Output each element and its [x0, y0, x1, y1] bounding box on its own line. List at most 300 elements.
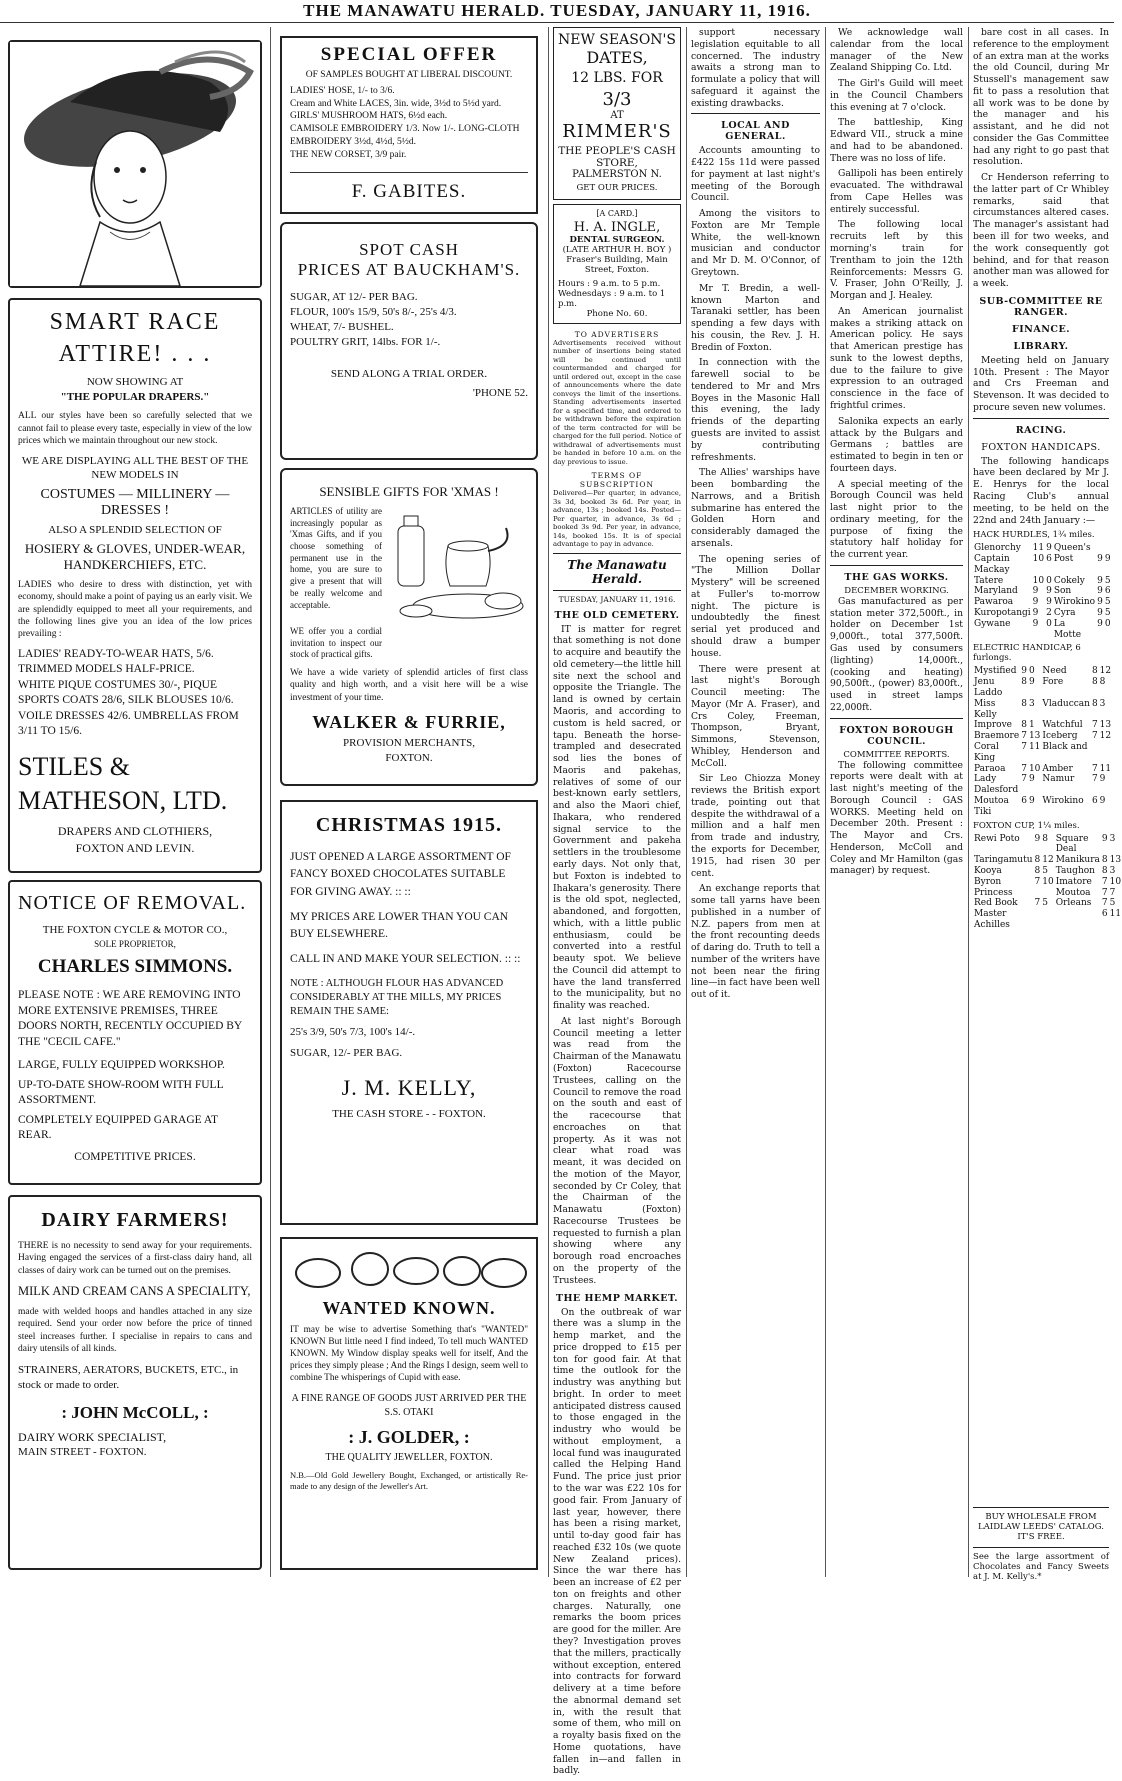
- handicaps-head: FOXTON HANDICAPS.: [981, 441, 1101, 453]
- handicap-row: [973, 608, 1112, 619]
- splendid-text: ALSO A SPLENDID SELECTION OF: [48, 524, 222, 537]
- spot-title2: PRICES AT BAUCKHAM'S.: [297, 260, 521, 279]
- local-item: Among the visitors to Foxton are Mr Temple White, the well-known musician and conductor and Mr D. M. O'Connor, of Greytown.: [691, 208, 820, 279]
- xmas-line: SUGAR, 12/- PER BAG.: [290, 1046, 403, 1059]
- handicap-cell: Jenu Laddo: [974, 677, 1003, 699]
- handicap-cell: 8: [1091, 677, 1098, 688]
- ingle-building: Fraser's Building, Main Street, Foxton.: [566, 255, 668, 275]
- handicap-row: [973, 909, 1122, 931]
- xmas-line: MY PRICES ARE LOWER THAN YOU CAN BUY ELSEWHERE.: [290, 910, 509, 940]
- handicap-cell: 7: [1021, 763, 1027, 774]
- handicap-row: [973, 619, 1112, 641]
- spot-item: POULTRY GRIT, 14lbs. FOR 1/-.: [290, 335, 441, 348]
- handicap-cell: 9: [1021, 666, 1027, 677]
- cup-head: FOXTON CUP, 1¼ miles.: [973, 820, 1080, 831]
- handicap-cell: 11: [1099, 763, 1112, 774]
- handicap-cell: 0: [1046, 575, 1052, 586]
- wanted-known-ad: [280, 1237, 538, 1570]
- handicap-row: [973, 834, 1122, 856]
- rimmer-line: AT: [610, 110, 624, 121]
- handicap-cell: Amber: [1042, 763, 1073, 774]
- special-sub: OF SAMPLES BOUGHT AT LIBERAL DISCOUNT.: [305, 70, 513, 80]
- local-item: The Girl's Guild will meet in the Council Chambers this evening at 7 o'clock.: [830, 78, 963, 113]
- handicap-cell: 8: [1091, 698, 1098, 709]
- sub-committee-head: SUB-COMMITTEE RE RANGER.: [979, 295, 1103, 318]
- handicap-cell: 6: [1046, 554, 1052, 565]
- handicap-cell: 9: [1032, 597, 1039, 608]
- handicap-cell: Vladuccan: [1042, 698, 1090, 709]
- column-rule: [968, 27, 969, 1577]
- handicap-row: [973, 898, 1122, 909]
- handicap-cell: Need: [1042, 666, 1067, 677]
- handicap-cell: 10: [1109, 876, 1122, 887]
- electric-head: ELECTRIC HANDICAP, 6 furlongs.: [973, 643, 1081, 664]
- local-item: There were present at last night's Borough Council meeting: The Mayor (Mr A. Fraser), and Crs Coley, Freeman, Thompson, Bryant, Simmons, Stevenson, Whibley, Henderson and McColl.: [691, 663, 820, 769]
- handicap-cell: Captain Mackay: [974, 554, 1010, 575]
- handicap-cell: 10: [1042, 876, 1054, 887]
- handicap-row: [973, 666, 1112, 677]
- handicap-cell: 13: [1099, 720, 1112, 731]
- handicap-row: [973, 576, 1112, 587]
- handicap-cell: 9: [1097, 586, 1103, 597]
- hemp-p1: On the outbreak of war there was a slump in the hemp market, and the price dropped to £15 per ton for good fair. At that time the outlook for the industry was anything but bright. In order to meet anticipated distress caused to those engaged in the industry who would be without employment, a local fund was inaugurated called the Helping Hand Fund. The price just prior to the war was £22 10s for good fair. From January of last year, however, there has been a rising market, until to-day good fair has reached £32 10s (we quote New Zealand prices). Since the war there has been an increase of £2 per ton on freights and other charges. Naturally, one remarks the boom prices are good for the miller. Are they? Investigation proves that the millers, practically without exception, entered into contracts for forward delivery at a time before the abnormal demand set in, with the result that some of them, who mill on a royalty basis fixed on the Home quotations, have fallen in—and fallen in badly.: [553, 1306, 681, 1777]
- gifts-firm: WALKER & FURRIE,: [312, 712, 506, 733]
- firm-name: STILES & MATHESON, LTD.: [18, 751, 228, 815]
- xmas-title: CHRISTMAS 1915.: [315, 814, 503, 836]
- gas-works-body: Gas manufactured as per station meter 372,500ft., in holder on December 1st 9,000ft., total 377,500ft. Gas used by consumers (lighting) 14,000ft., (cooking and heating) 90,500ft., (power) 83,000ft., used in street lamps 22,000ft.: [830, 595, 963, 713]
- cemetery-head: THE OLD CEMETERY.: [554, 609, 680, 621]
- handicap-cell: 10: [1032, 554, 1045, 565]
- handicap-cell: 10: [1032, 575, 1045, 586]
- herald-title: The Manawatu Herald.: [567, 557, 667, 586]
- handicap-cell: 8: [1034, 855, 1041, 866]
- gifts-place: FOXTON.: [385, 751, 433, 764]
- handicap-cell: 9: [1032, 586, 1039, 597]
- gifts-title: SENSIBLE GIFTS FOR 'XMAS !: [319, 484, 499, 499]
- local-item: The opening series of "The Million Dollar Mystery" will be screened at Fuller's to-morrow night. The picture is undoubtedly the finest serial yet produced and should draw a bumper house.: [691, 553, 820, 659]
- handicap-cell: 9: [1097, 575, 1103, 586]
- handicap-cell: 11: [1032, 543, 1045, 554]
- handicap-cell: Moutoa Tiki: [974, 796, 1009, 817]
- handicap-cell: 9: [1104, 554, 1111, 565]
- handicap-cell: 9: [1046, 597, 1052, 608]
- handicap-cell: Glenorchy: [974, 543, 1021, 554]
- local-item: A special meeting of the Borough Council was held last night prior to the ordinary meeting, for the purpose of fixing the statutory half holiday for the current year.: [830, 478, 963, 561]
- dairy-intro: THERE is no necessity to send away for your requirements. Having engaged the services of a first-class dairy hand, all classes of dairy work can be turned out on the premises.: [18, 1241, 252, 1276]
- cemetery-p1: IT is matter for regret that something is not done to acquire and beautify the old cemetery—the little hill site next the school and opposite the Triangle. The land is owned by certain Maoris, and according to custom is held sacred, or tapu. Beneath the horse-trampled and desecrated sod lies the bones of Maoris and pakehas, relatives of some of our best-known early settlers, and also the Maori chief, Ihakara, who rendered signal service to the Government and pakeha settlers in the troublesome early days. Not only that, but Foxton is indebted to Ihakara's generosity. There is the old spot, neglected, abandoned, and forgotten, which, with a little public enthusiasm, could be converted into a restful beauty spot. We believe the Council did attempt to have the land transferred to the municipality, but no finality was reached.: [553, 623, 681, 1012]
- handicap-cell: Braemore: [974, 731, 1020, 742]
- handicap-cell: 11: [1028, 742, 1041, 753]
- cup-table: [973, 834, 1122, 931]
- handicap-cell: 9: [1097, 608, 1103, 619]
- handicap-cell: 8: [1091, 666, 1098, 677]
- handicap-row: [973, 742, 1112, 764]
- handicap-cell: 11: [1109, 909, 1122, 920]
- handicap-cell: 7: [1034, 876, 1041, 887]
- handicap-cell: Improve: [974, 720, 1012, 731]
- wanted-nb: N.B.—Old Gold Jewellery Bought, Exchanged, or artistically Re-made to any design of the Jeweller's Art.: [290, 1469, 528, 1491]
- rimmer-name: RIMMER'S: [562, 121, 672, 142]
- xmas-line: CALL IN AND MAKE YOUR SELECTION. :: ::: [290, 953, 521, 966]
- price-line: LADIES' READY-TO-WEAR HATS, 5/6.: [18, 647, 214, 660]
- handicap-cell: 7: [1091, 763, 1098, 774]
- handicap-cell: Gywane: [974, 618, 1011, 629]
- handicap-cell: 9: [1097, 618, 1103, 629]
- handicap-cell: 8: [1021, 720, 1027, 731]
- handicap-cell: 9: [1028, 677, 1035, 688]
- spot-item: SUGAR, AT 12/- PER BAG.: [290, 291, 418, 303]
- handicap-row: [973, 720, 1112, 731]
- handicap-cell: Rewi Poto: [974, 833, 1020, 844]
- local-general-head: LOCAL AND GENERAL.: [721, 120, 790, 143]
- handicap-cell: 8: [1101, 855, 1108, 866]
- column-6: [973, 27, 1122, 1582]
- local-item: In connection with the farewell social to be tendered to Mr and Mrs Boyes in the Masonic Hall this evening, the lady friends of the departing guests are invited to assist by contributing refreshments.: [691, 357, 820, 463]
- handicap-cell: 9: [1028, 774, 1035, 785]
- feature-line: UP-TO-DATE SHOW-ROOM WITH FULL ASSORTMENT.: [18, 1078, 224, 1107]
- displaying-text: WE ARE DISPLAYING ALL THE BEST OF THE NEW MODELS IN: [21, 454, 249, 482]
- committee-sub: COMMITTEE REPORTS.: [843, 749, 950, 760]
- xmas-name: J. M. KELLY,: [341, 1074, 477, 1100]
- xmas-line: 25's 3/9, 50's 7/3, 100's 14/-.: [290, 1026, 416, 1039]
- ingle-card: [553, 204, 681, 324]
- handicaps-body: The following handicaps have been declared by Mr J. E. Henrys for the local Racing Club's annual meeting, to be held on the 22nd and 24th January :—: [973, 455, 1109, 526]
- handicap-cell: 9: [1046, 543, 1052, 554]
- handicap-cell: [1041, 888, 1054, 899]
- rings-illustration: [290, 1245, 530, 1293]
- removal-ad: [8, 880, 262, 1185]
- trade-text: DRAPERS AND CLOTHIERS,: [57, 824, 213, 839]
- spot-phone: 'PHONE 52.: [472, 387, 528, 400]
- handicap-cell: 0: [1104, 618, 1111, 629]
- proprietor-name: CHARLES SIMMONS.: [37, 955, 233, 977]
- dairy-name: : JOHN McCOLL, :: [61, 1402, 209, 1422]
- local-item: Mr T. Bredin, a well-known Marton and Taranaki settler, has been spending a few days with his cousin, the Rev. J. H. Bredin of Foxton.: [691, 282, 820, 353]
- handicap-cell: Fore: [1042, 677, 1064, 688]
- local-item: The following local recruits left by this morning's train for Trentham to join the 12th Reinforcements: Messrs G. V. Fraser, John O'Reilly, J. Morgan and J. Healey.: [830, 219, 963, 302]
- handicap-cell: 3: [1109, 865, 1116, 876]
- handicap-cell: Red Book: [974, 898, 1018, 909]
- handicap-cell: Taughon: [1055, 865, 1095, 876]
- dairy-address: MAIN STREET - FOXTON.: [18, 1446, 147, 1459]
- handicap-cell: 1: [1028, 720, 1035, 731]
- handicap-cell: Coral King: [974, 742, 999, 763]
- finance-head: FINANCE.: [1011, 323, 1071, 335]
- handicap-row: [973, 677, 1112, 699]
- special-item: CAMISOLE EMBROIDERY 1/3. Now 1/-. LONG-CLOTH EMBROIDERY 3½d, 4½d, 5½d.: [290, 124, 520, 148]
- rimmer-line: THE PEOPLE'S CASH STORE,: [558, 145, 676, 169]
- handicap-cell: La Motte: [1053, 618, 1082, 640]
- xmas-line: JUST OPENED A LARGE ASSORTMENT OF FANCY BOXED CHOCOLATES SUITABLE FOR GIVING AWAY. :: ::: [290, 851, 511, 898]
- library-body: Meeting held on January 10th. Present : The Mayor and Crs Freeman and Stevenson. It was decided to procure seven new volumes.: [973, 354, 1109, 413]
- handicap-row: [973, 731, 1112, 742]
- handicap-row: [973, 877, 1122, 888]
- handicap-cell: [1099, 742, 1112, 764]
- dairy-title: DAIRY FARMERS!: [41, 1209, 229, 1231]
- handicap-cell: Taringamutu: [974, 855, 1033, 866]
- handicap-row: [973, 543, 1112, 554]
- herald-date: TUESDAY, JANUARY 11, 1916.: [558, 594, 676, 604]
- handicap-cell: 9: [1032, 618, 1039, 629]
- wanted-verse: IT may be wise to advertise Something that's "WANTED" KNOWN But little need I find indeed, To tell much WANTED KNOWN. My Window display speaks well for itself, And the prices they simply please ; And the Rings I design, seem well to combine The whisperings of Cupid with ease.: [290, 1325, 528, 1384]
- handicap-cell: Square Deal: [1055, 833, 1089, 855]
- intro-text: ALL our styles have been so carefully selected that we cannot fail to please every taste, especially in view of the low prices which we maintain throughout our new stock.: [18, 411, 252, 447]
- handicap-cell: 7: [1091, 774, 1098, 785]
- ingle-title: DENTAL SURGEON.: [569, 235, 665, 245]
- dairy-ad: [8, 1195, 262, 1570]
- handicap-cell: Queen's: [1053, 543, 1091, 554]
- handicap-cell: 9: [1032, 608, 1039, 619]
- advertisers-head: TO ADVERTISERS: [574, 330, 660, 339]
- racing-head: RACING.: [1015, 424, 1067, 436]
- handicap-cell: 12: [1042, 855, 1054, 866]
- race-attire-ad: [8, 298, 262, 873]
- dairy-welded: made with welded hoops and handles attached in any size required. Send your order now before the price of tinned steel increases further. I specialise in repairs to cans and dairy utensils of all kinds.: [18, 1306, 252, 1354]
- removal-title: NOTICE OF REMOVAL.: [18, 892, 247, 914]
- gifts-ad: [280, 468, 538, 786]
- company-text: THE FOXTON CYCLE & MOTOR CO.,: [42, 924, 228, 936]
- gifts-trade: PROVISION MERCHANTS,: [342, 737, 476, 750]
- handicap-cell: Namur: [1042, 774, 1075, 785]
- woman-with-hat-illustration: [10, 42, 260, 286]
- masthead: THE MANAWATU HERALD. TUESDAY, JANUARY 11, 1916.: [0, 0, 1114, 23]
- dairy-spec: DAIRY WORK SPECIALIST,: [18, 1429, 167, 1444]
- handicap-row: [973, 764, 1112, 775]
- handicap-cell: 7: [1091, 720, 1098, 731]
- handicap-cell: 7: [1021, 774, 1027, 785]
- handicap-cell: 9: [1097, 554, 1103, 565]
- ingle-name: H. A. INGLE,: [573, 220, 661, 235]
- wanted-title: WANTED KNOWN.: [322, 1298, 496, 1318]
- column-rule: [270, 27, 271, 1577]
- rimmer-price: 3/3: [602, 89, 632, 110]
- rimmer-line: DATES,: [586, 48, 648, 67]
- handicap-cell: Kuropotangi: [974, 608, 1031, 619]
- handicap-cell: 7: [1034, 898, 1041, 909]
- handicap-cell: Cokely: [1053, 575, 1085, 586]
- special-item: THE NEW CORSET, 3/9 pair.: [290, 149, 407, 160]
- removal-note: PLEASE NOTE : WE ARE REMOVING INTO MORE EXTENSIVE PREMISES, THREE DOORS NORTH, RECENTLY OCCUPIED BY THE "CECIL CAFE.": [18, 988, 242, 1048]
- col6-p2: Cr Henderson referring to the latter part of Cr Whibley remarks, said that circumstances altered cases. The manager's assistant had been ill for two weeks, and the work consequently got behind, and for that reason another man was allowed for a week.: [973, 172, 1109, 290]
- handicap-cell: 3: [1109, 833, 1116, 844]
- drapers-text: "THE POPULAR DRAPERS.": [60, 390, 210, 403]
- wanted-trade: THE QUALITY JEWELLER, FOXTON.: [325, 1452, 493, 1464]
- handicap-cell: Miss Kelly: [974, 698, 997, 720]
- handicap-cell: Tatere: [974, 575, 1004, 586]
- handicap-row: [973, 866, 1122, 877]
- handicap-cell: 6: [1104, 586, 1111, 597]
- electric-table: [973, 666, 1112, 817]
- handicap-cell: 8: [1101, 865, 1108, 876]
- handicap-cell: [1034, 888, 1042, 899]
- handicap-cell: 5: [1104, 608, 1111, 619]
- handicap-row: [973, 888, 1122, 899]
- handicap-cell: [1041, 909, 1054, 931]
- gifts-body: ARTICLES of utility are increasingly popular as 'Xmas Gifts, and if you choose something of permanent use in the home, you are sure to give a present that will be really welcome and acceptable.: [290, 506, 382, 610]
- handicap-cell: Mystified: [974, 666, 1017, 677]
- hosiery-text: HOSIERY & GLOVES, UNDER-WEAR, HANDKERCHIEFS, ETC.: [24, 541, 246, 573]
- gifts-variety: We have a wide variety of splendid articles of first class quality and high worth, and a visit here will be a wise investment of your time.: [290, 668, 528, 703]
- column-3: [553, 27, 681, 1781]
- rimmer-line: PALMERSTON N.: [572, 169, 662, 180]
- hurdles-table: [973, 543, 1112, 640]
- spot-title: SPOT CASH: [359, 240, 459, 259]
- handicap-cell: Black and: [1042, 742, 1088, 753]
- kelly-sweets-ad: See the large assortment of Chocolates and Fancy Sweets at J. M. Kelly's.*: [973, 1551, 1109, 1582]
- column-4: [691, 27, 820, 1572]
- handicap-cell: 9: [1099, 774, 1106, 785]
- handicap-cell: 6: [1021, 796, 1027, 806]
- handicap-cell: 0: [1028, 666, 1035, 677]
- handicap-cell: Princess: [974, 887, 1013, 898]
- christmas-ad: [280, 800, 538, 1225]
- handicap-cell: 8: [1042, 833, 1048, 844]
- handicap-cell: Lady Dalesford: [974, 774, 1019, 796]
- handicap-cell: Moutoa: [1055, 887, 1091, 898]
- local-item: The battleship, King Edward VII., struck a mine and had to be abandoned. There was no loss of life.: [830, 117, 963, 164]
- price-line: WHITE PIQUE COSTUMES 30/-, PIQUE SPORTS COATS 28/6, SILK BLOUSES 10/6.: [18, 678, 234, 707]
- terms-head: TERMS OF SUBSCRIPTION: [579, 471, 655, 490]
- handicap-cell: 7: [1021, 742, 1027, 753]
- column-rule: [825, 27, 826, 1577]
- handicap-cell: Master Achilles: [974, 909, 1010, 930]
- tea-set-illustration: [388, 506, 528, 626]
- local-item: An American journalist makes a striking attack on American policy. He says that American prestige has sunk to the lowest depths, due to the failure to give expression to an outraged conscience in the face of frightful crimes.: [830, 305, 963, 411]
- handicap-row: [973, 774, 1112, 796]
- handicap-cell: Cyra: [1053, 608, 1076, 619]
- xmas-line: NOTE : ALTHOUGH FLOUR HAS ADVANCED CONSIDERABLY AT THE MILLS, MY PRICES REMAIN THE SAME:: [290, 977, 504, 1017]
- wanted-name: : J. GOLDER, :: [348, 1427, 470, 1448]
- handicap-cell: 8: [1021, 677, 1027, 688]
- xmas-store: THE CASH STORE - - FOXTON.: [332, 1107, 486, 1120]
- handicap-cell: 6: [1101, 909, 1108, 920]
- special-item: LADIES' HOSE, 1/- to 3/6.: [290, 85, 395, 96]
- laidlaw-ad: BUY WHOLESALE FROM LAIDLAW LEEDS' CATALOG. IT'S FREE.: [978, 1512, 1104, 1543]
- handicap-cell: 3: [1099, 698, 1106, 709]
- handicap-cell: 5: [1104, 597, 1111, 608]
- terms-body: Delivered—Per quarter, in advance, 3s 3d, booked 3s 6d. Per year, in advance, 13s ; booked 14s. Posted—Per quarter, in advance, 3s 6d ; booked 3s 9d. Per year, in advance, 14s, booked 15s. It is of special advantage to pay in advance.: [553, 489, 681, 549]
- showing-text: NOW SHOWING AT: [86, 375, 184, 388]
- handicap-cell: 13: [1109, 855, 1122, 866]
- handicap-cell: 7: [1101, 898, 1108, 909]
- handicap-cell: 9: [1101, 833, 1108, 844]
- special-title: SPECIAL OFFER: [320, 44, 498, 65]
- race-attire-title: SMART RACE ATTIRE! . . .: [49, 309, 221, 368]
- handicap-row: [973, 597, 1112, 608]
- handicap-cell: 10: [1028, 763, 1041, 774]
- handicap-cell: 8: [1021, 698, 1027, 709]
- committee-body: The following committee reports were dealt with at last night's meeting of the Borough Council : GAS WORKS. Meeting held on December 20th. Present : The Mayor and Crs. Henderson, McColl and Coley and Mr Hamilton (gas manager) by request.: [830, 759, 963, 877]
- handicap-row: [973, 586, 1112, 597]
- handicap-cell: 5: [1109, 898, 1116, 909]
- handicap-row: [973, 855, 1122, 866]
- costumes-text: COSTUMES — MILLINERY — DRESSES !: [40, 487, 230, 519]
- handicap-cell: 5: [1042, 898, 1048, 909]
- feature-line: COMPETITIVE PRICES.: [74, 1150, 196, 1163]
- ingle-late: (LATE ARTHUR H. BOY ): [562, 245, 672, 255]
- local-item: Accounts amounting to £422 15s 11d were passed for payment at last night's meeting of the Borough Council.: [691, 145, 820, 204]
- spot-cash-ad: [280, 222, 538, 460]
- special-item: GIRLS' MUSHROOM HATS, 6½d each.: [290, 111, 448, 122]
- rimmer-line: 12 LBS. FOR: [571, 70, 663, 86]
- local-item: An exchange reports that some tall yarns have been published in a number of N.Z. papers from men at the front recounting deeds of daring do. Truth to tell a number of the writers have not been near the firing line—in fact have been well out of it.: [691, 883, 820, 1001]
- handicap-cell: Orleans: [1055, 898, 1092, 909]
- handicap-cell: Watchful: [1042, 720, 1083, 731]
- dairy-strainers: STRAINERS, AERATORS, BUCKETS, ETC., in stock or made to order.: [18, 1364, 239, 1392]
- special-item: Cream and White LACES, 3in. wide, 3½d to 5½d yard.: [290, 98, 502, 109]
- rimmer-ad: [553, 27, 681, 200]
- col6-p1: bare cost in all cases. In reference to the employment of an extra man at the works the old Council, during Mr Stussell's management saw fit to pass a resolution that all work was to be done by the manager and his assistant, and he did not consider the Gas Committee had any right to go past that resolution.: [973, 27, 1109, 168]
- place-text: FOXTON AND LEVIN.: [75, 840, 195, 855]
- price-line: VOILE DRESSES 42/6. UMBRELLAS FROM 3/11 TO 15/6.: [18, 709, 239, 738]
- handicap-cell: 9: [1046, 586, 1052, 597]
- committee-head: FOXTON BOROUGH COUNCIL.: [839, 724, 954, 747]
- local-item: Sir Leo Chiozza Money reviews the British export trade, pointing out that despite the withdrawal of a million and a half men from trade and industry, the exports for December, 1915, had risen 30 per cent.: [691, 773, 820, 879]
- hemp-head: THE HEMP MARKET.: [555, 1292, 679, 1304]
- special-name: F. GABITES.: [290, 172, 528, 203]
- advertisers-body: Advertisements received without number of insertions being stated will be continued until countermanded and charged for until ordered out, except in the case of announcements where the date conveys the limit of the insertions. Standing advertisements inserted for a specified time, and ordered to be withdrawn before the expiration of the term contracted for will be charged for the full period. Notice of withdrawal of advertisements must be handed in before 10 a.m. on the day previous to issue.: [553, 339, 681, 466]
- feature-line: LARGE, FULLY EQUIPPED WORKSHOP.: [18, 1059, 225, 1072]
- handicap-cell: 7: [1101, 887, 1108, 898]
- spot-item: WHEAT, 7/- BUSHEL.: [290, 320, 394, 333]
- handicap-cell: 9: [1028, 796, 1035, 806]
- library-head: LIBRARY.: [1013, 340, 1069, 352]
- handicap-cell: 12: [1099, 666, 1112, 677]
- handicap-cell: 9: [1097, 597, 1103, 608]
- handicap-cell: Manikura: [1055, 855, 1100, 866]
- handicap-cell: 7: [1109, 887, 1116, 898]
- handicap-cell: Pawaroa: [974, 597, 1014, 608]
- handicap-cell: 2: [1046, 608, 1052, 619]
- wanted-range: A FINE RANGE OF GOODS JUST ARRIVED PER THE S.S. OTAKI: [291, 1393, 527, 1418]
- hurdles-head: HACK HURDLES, 1¾ miles.: [973, 530, 1095, 541]
- gas-works-head: THE GAS WORKS.: [844, 571, 949, 583]
- local-item: The Allies' warships have been bombarding the Narrows, and a British submarine has entered the Golden Horn and considerably damaged the arsenals.: [691, 467, 820, 549]
- handicap-cell: [1055, 909, 1101, 931]
- feature-line: COMPLETELY EQUIPPED GARAGE AT REAR.: [18, 1113, 218, 1142]
- handicap-cell: Kooya: [974, 865, 1002, 876]
- col4-p1: support necessary legislation equitable to all concerned. The industry awaits a strong man to formulate a policy that will safeguard it against the existing drawbacks.: [691, 27, 820, 109]
- ingle-card-label: [A CARD.]: [596, 209, 638, 218]
- handicap-cell: Son: [1053, 586, 1072, 597]
- handicap-cell: 3: [1028, 698, 1035, 709]
- handicap-cell: 9: [1034, 833, 1041, 844]
- column-rule: [686, 27, 687, 1577]
- ingle-phone: Phone No. 60.: [586, 309, 648, 319]
- gifts-body2: WE offer you a cordial invitation to inspect our stock of practical gifts.: [290, 626, 382, 660]
- handicap-cell: Byron: [974, 876, 1002, 887]
- local-item: Salonika expects an early attack by the Bulgars and Germans ; battles are estimated to begin in ten or fourteen days.: [830, 415, 963, 474]
- handicap-cell: 8: [1099, 677, 1106, 688]
- handicap-cell: Maryland: [974, 586, 1018, 597]
- local-item: We acknowledge wall calendar from the local manager of the New Zealand Shipping Co. Ltd.: [830, 27, 963, 74]
- handicap-cell: 9: [1099, 796, 1106, 806]
- rimmer-line: GET OUR PRICES.: [576, 183, 658, 193]
- column-5: [830, 27, 963, 1572]
- handicap-cell: 5: [1104, 575, 1111, 586]
- handicap-cell: Post: [1053, 554, 1074, 565]
- handicap-cell: 13: [1028, 731, 1041, 742]
- handicap-cell: Imatore: [1055, 876, 1092, 887]
- spot-trial: SEND ALONG A TRIAL ORDER.: [330, 368, 488, 381]
- advertisers-notice: [553, 330, 681, 549]
- handicap-cell: 7: [1101, 876, 1108, 887]
- spot-item: FLOUR, 100's 15/9, 50's 8/-, 25's 4/3.: [290, 305, 457, 318]
- local-item: Gallipoli has been entirely evacuated. The withdrawal from Cape Helles was entirely successful.: [830, 168, 963, 215]
- handicap-row: [973, 796, 1112, 818]
- handicap-cell: 5: [1042, 865, 1048, 876]
- handicap-cell: 7: [1021, 731, 1027, 742]
